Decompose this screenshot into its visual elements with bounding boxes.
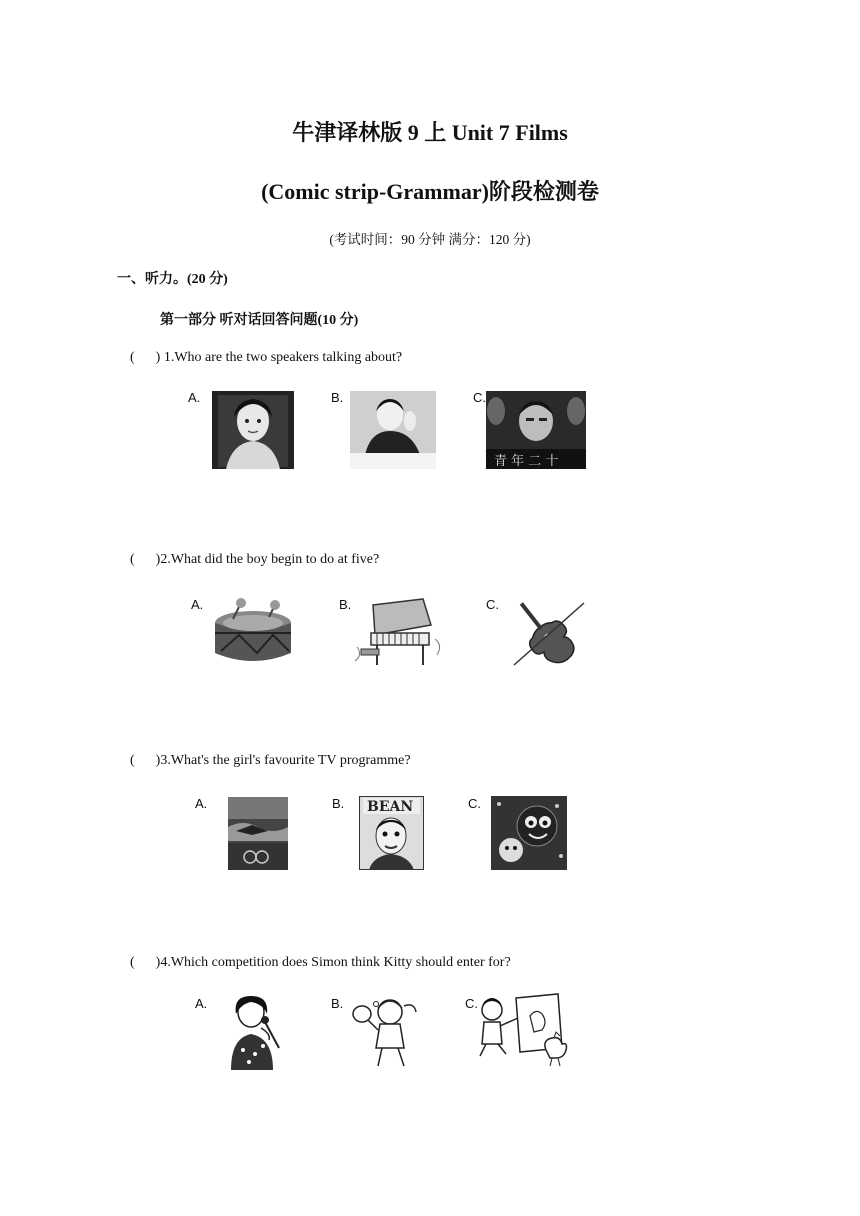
man-film-poster-icon — [486, 391, 586, 469]
piano-icon — [353, 595, 443, 671]
option-label-b: B. — [332, 796, 345, 811]
drum-icon — [211, 593, 295, 669]
man-leaning-icon — [350, 391, 436, 469]
exam-info: (考试时间：90 分钟 满分：120 分) — [329, 232, 531, 247]
part-heading-1: 第一部分 听对话回答问题(10 分) — [160, 313, 359, 328]
option-label-a: A. — [195, 796, 208, 811]
option-label-b: B. — [331, 996, 344, 1011]
svg-text:青 年 二 十: 青 年 二 十 — [494, 454, 559, 469]
option-label-c: C. — [468, 796, 481, 811]
option-label-a: A. — [188, 390, 201, 405]
title-line-1: 牛津译林版 9 上 Unit 7 Films — [292, 120, 568, 145]
singing-girl-icon — [221, 994, 287, 1070]
table-tennis-girl-icon — [350, 994, 426, 1070]
option-label-a: A. — [191, 597, 204, 612]
section-heading-listening: 一、听力。(20 分) — [117, 272, 228, 287]
drawing-girl-icon — [476, 992, 574, 1070]
option-label-a: A. — [195, 996, 208, 1011]
option-label-c: C. — [486, 597, 499, 612]
ocean-documentary-icon — [228, 797, 288, 870]
cartoon-icon — [491, 796, 567, 870]
question-3: ( )3.What's the girl's favourite TV programme? — [130, 753, 411, 768]
svg-text:BEAN: BEAN — [367, 799, 414, 815]
question-4: ( )4.Which competition does Simon think Kitty should enter for? — [130, 955, 511, 970]
woman-portrait-icon — [212, 391, 294, 469]
option-label-b: B. — [331, 390, 344, 405]
title-line-2: (Comic strip-Grammar)阶段检测卷 — [261, 179, 599, 204]
option-label-c: C. — [465, 996, 478, 1011]
mr-bean-icon — [359, 796, 424, 870]
question-1: ( ) 1.Who are the two speakers talking about? — [130, 350, 403, 365]
question-2: ( )2.What did the boy begin to do at five? — [130, 552, 380, 567]
violin-icon — [504, 595, 588, 671]
option-label-b: B. — [339, 597, 352, 612]
option-label-c: C. — [473, 390, 486, 405]
